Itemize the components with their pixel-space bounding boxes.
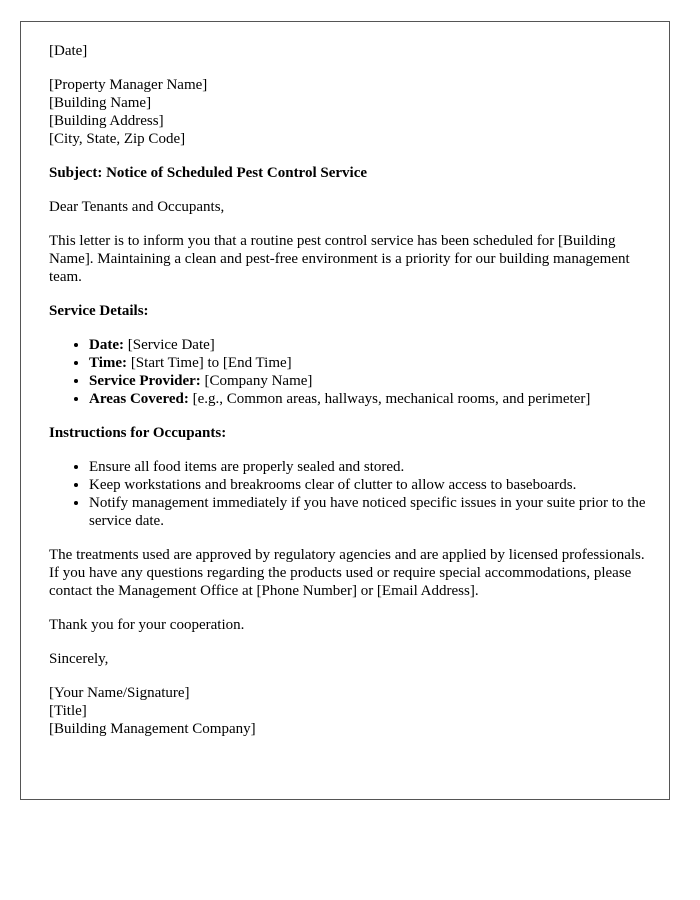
service-detail-value: [Start Time] to [End Time]	[127, 355, 292, 371]
treatment-block	[49, 546, 649, 600]
thanks-line: Thank you for your cooperation.	[49, 617, 245, 633]
letter-date: [Date]	[49, 43, 88, 59]
service-detail-label: Areas Covered:	[89, 391, 189, 407]
salutation: Dear Tenants and Occupants,	[49, 199, 225, 215]
intro-paragraph: This letter is to inform you that a routine pest control service has been scheduled for [Building Name]. Maintaining a clean and pest-free environment is a priority for our building management team.	[49, 233, 630, 285]
instruction-item: • Notify management immediately if you have noticed specific issues in your suite prior to the service date.	[89, 494, 649, 530]
recipient-building-name: [Building Name]	[49, 95, 152, 111]
recipient-address-block	[49, 76, 649, 148]
instruction-item: • Keep workstations and breakrooms clear of clutter to allow access to baseboards.	[89, 476, 649, 494]
service-detail-label: Time:	[89, 355, 128, 371]
service-details-heading: Service Details:	[49, 303, 149, 319]
thanks-block	[49, 616, 649, 634]
closing-block	[49, 650, 649, 668]
instructions-list	[49, 458, 649, 530]
recipient-city-state-zip: [City, State, Zip Code]	[49, 131, 186, 147]
signature-block	[49, 684, 649, 738]
service-detail-value: [Company Name]	[200, 373, 313, 389]
intro-block	[49, 232, 649, 286]
letter-container	[20, 21, 670, 800]
signature-name: [Your Name/Signature]	[49, 685, 190, 701]
service-detail-value: [Service Date]	[123, 337, 215, 353]
service-details-list	[49, 336, 649, 408]
service-detail-item-areas	[89, 390, 649, 408]
instruction-item: • Ensure all food items are properly sealed and stored.	[89, 458, 649, 476]
closing-line: Sincerely,	[49, 651, 109, 667]
treatment-paragraph: The treatments used are approved by regulatory agencies and are applied by licensed professionals. If you have any questions regarding the products used or require special accommodations, please contact the Management Office at [Phone Number] or [Email Address].	[49, 547, 645, 599]
instructions-heading: Instructions for Occupants:	[49, 425, 227, 441]
service-detail-item-time	[89, 354, 649, 372]
subject-line: Subject: Notice of Scheduled Pest Control Service	[49, 165, 368, 181]
instructions-heading-block	[49, 424, 649, 442]
letter-date-block	[49, 42, 649, 60]
service-details-heading-block	[49, 302, 649, 320]
signature-company: [Building Management Company]	[49, 721, 256, 737]
service-detail-value: [e.g., Common areas, hallways, mechanical rooms, and perimeter]	[188, 391, 591, 407]
recipient-building-address: [Building Address]	[49, 113, 164, 129]
service-detail-item-date	[89, 336, 649, 354]
recipient-manager-name: [Property Manager Name]	[49, 77, 208, 93]
service-detail-item-provider	[89, 372, 649, 390]
service-detail-label: Date:	[89, 337, 124, 353]
service-detail-label: Service Provider:	[89, 373, 201, 389]
subject-block	[49, 164, 649, 182]
salutation-block	[49, 198, 649, 216]
signature-title: [Title]	[49, 703, 87, 719]
